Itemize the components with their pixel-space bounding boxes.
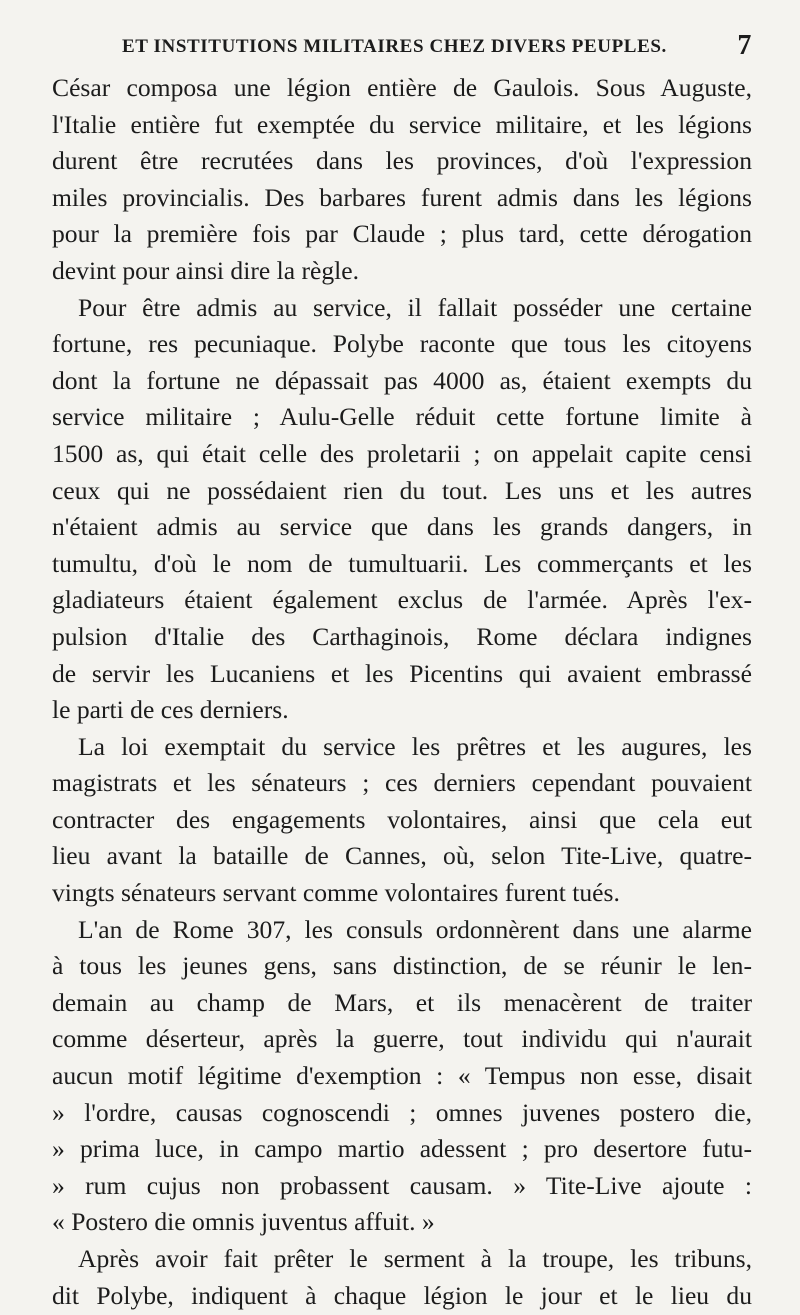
text-line: Pour être admis au service, il fallait posséder une certaine — [78, 292, 752, 322]
text-line: aucun motif légitime d'exemption : « Tempus non esse, disait — [52, 1061, 752, 1091]
text-line: » rum cujus non probassent causam. » Tite-Live ajoute : — [52, 1170, 752, 1200]
text-line: vingts sénateurs servant comme volontaires furent tués. — [52, 878, 620, 908]
text-line: » l'ordre, causas cognoscendi ; omnes juvenes postero die, — [52, 1097, 752, 1127]
text-line: dont la fortune ne dépassait pas 4000 as, étaient exempts du — [52, 365, 752, 395]
paragraph — [52, 912, 752, 1241]
text-line: devint pour ainsi dire la règle. — [52, 255, 360, 285]
text-line: L'an de Rome 307, les consuls ordonnèrent dans une alarme — [78, 914, 752, 944]
paragraph — [52, 70, 752, 290]
text-line: demain au champ de Mars, et ils menacèrent de traiter — [52, 987, 752, 1017]
text-line: pulsion d'Italie des Carthaginois, Rome déclara indignes — [52, 621, 752, 651]
text-line: dit Polybe, indiquent à chaque légion le jour et le lieu du — [52, 1280, 752, 1310]
page-number: 7 — [737, 30, 752, 61]
text-line: miles provincialis. Des barbares furent admis dans les légions — [52, 182, 752, 212]
text-line: La loi exemptait du service les prêtres et les augures, les — [78, 731, 752, 761]
paragraph — [52, 290, 752, 729]
paragraph — [52, 1241, 752, 1314]
running-title: ET INSTITUTIONS MILITAIRES CHEZ DIVERS PEUPLES. — [122, 36, 667, 57]
text-line: contracter des engagements volontaires, ainsi que cela eut — [52, 804, 752, 834]
text-line: magistrats et les sénateurs ; ces derniers cependant pouvaient — [52, 768, 752, 798]
text-line: ceux qui ne possédaient rien du tout. Les uns et les autres — [52, 475, 752, 505]
text-line: pour la première fois par Claude ; plus tard, cette dérogation — [52, 219, 752, 249]
text-line: n'étaient admis au service que dans les grands dangers, in — [52, 512, 752, 542]
text-line: comme déserteur, après la guerre, tout individu qui n'aurait — [52, 1024, 752, 1054]
paragraph — [52, 729, 752, 912]
text-line: de servir les Lucaniens et les Picentins qui avaient embrassé — [52, 658, 752, 688]
text-line: César composa une légion entière de Gaulois. Sous Auguste, — [52, 73, 752, 102]
text-line: durent être recrutées dans les provinces, d'où l'expression — [52, 146, 752, 176]
text-line: lieu avant la bataille de Cannes, où, selon Tite-Live, quatre- — [52, 841, 752, 871]
text-line: » prima luce, in campo martio adessent ; pro desertore futu- — [52, 1134, 752, 1164]
text-line: service militaire ; Aulu-Gelle réduit cette fortune limite à — [52, 402, 752, 432]
text-line: à tous les jeunes gens, sans distinction, de se réunir le len- — [52, 951, 752, 981]
text-line: gladiateurs étaient également exclus de l'armée. Après l'ex- — [52, 585, 752, 615]
text-line: Après avoir fait prêter le serment à la troupe, les tribuns, — [78, 1244, 752, 1273]
text-line: fortune, res pecuniaque. Polybe raconte que tous les citoyens — [52, 329, 752, 359]
text-line: « Postero die omnis juventus affuit. » — [52, 1207, 435, 1237]
text-line: 1500 as, qui était celle des proletarii ; on appelait capite censi — [52, 438, 752, 468]
text-line: tumultu, d'où le nom de tumultuarii. Les commerçants et les — [52, 548, 752, 578]
running-header — [52, 30, 752, 70]
text-line: l'Italie entière fut exemptée du service militaire, et les légions — [52, 109, 752, 139]
text-line: le parti de ces derniers. — [52, 695, 289, 725]
body-text — [52, 70, 752, 1314]
